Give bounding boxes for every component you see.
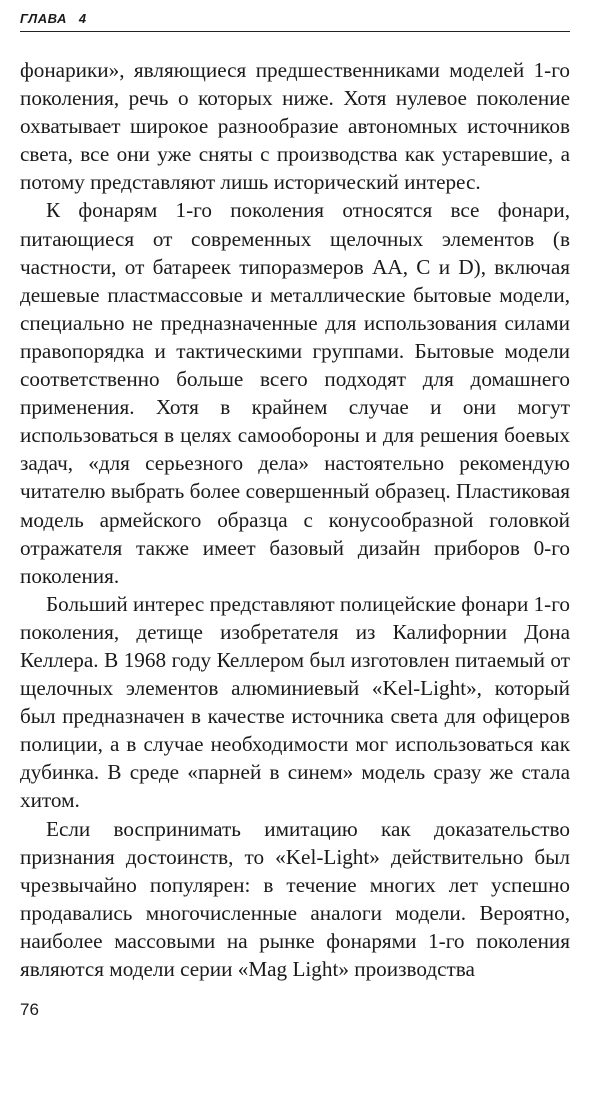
paragraph-first-generation: К фонарям 1-го поколения относятся все фонари, питающиеся от современных щелочных элементов (в частности, от батареек типоразмеров AA, C и D), включая дешевые пластмассовые и металлические бытовые модели, специально не предназначенные для использования силами правопорядка и тактическими группами. Бытовые модели соответственно больше всего подходят для домашнего применения. Хотя в крайнем случае и они могут использоваться в целях самообороны и для решения боевых задач, «для серьезного дела» настоятельно рекомендую читателю выбрать более совершенный образец. Пластиковая модель армейского образца с конусообразной головкой отражателя также имеет базовый дизайн приборов 0-го поколения. — [20, 198, 570, 588]
chapter-label: ГЛАВА — [20, 11, 67, 26]
paragraph-kel-light-history: Больший интерес представляют полицейские фонари 1-го поколения, детище изобретателя из Калифорнии Дона Келлера. В 1968 году Келлером был изготовлен питаемый от щелочных элементов алюминиевый «Kel-Light», который был предназначен в качестве источника света для офицеров полиции, а в случае необходимости мог использоваться как дубинка. В среде «парней в синем» модель сразу же стала хитом. — [20, 591, 570, 813]
paragraph-imitation: Если воспринимать имитацию как доказательство признания достоинств, то «Kel-Light» действительно был чрезвычайно популярен: в течение многих лет успешно продавались многочисленные аналоги модели. Вероятно, наиболее массовыми на рынке фонарями 1-го поколения являются модели серии «Mag Light» производства — [20, 816, 570, 981]
running-head — [20, 10, 570, 32]
chapter-number: 4 — [78, 11, 87, 26]
body-text — [20, 56, 570, 983]
paragraph-continued: фонарики», являющиеся предшественниками моделей 1-го поколения, речь о которых ниже. Хотя нулевое поколение охватывает широкое разнообразие автономных источников света, все они уже сняты с производства как устаревшие, а потому представляют лишь исторический интерес. — [20, 58, 570, 195]
page-number: 76 — [20, 1000, 39, 1019]
